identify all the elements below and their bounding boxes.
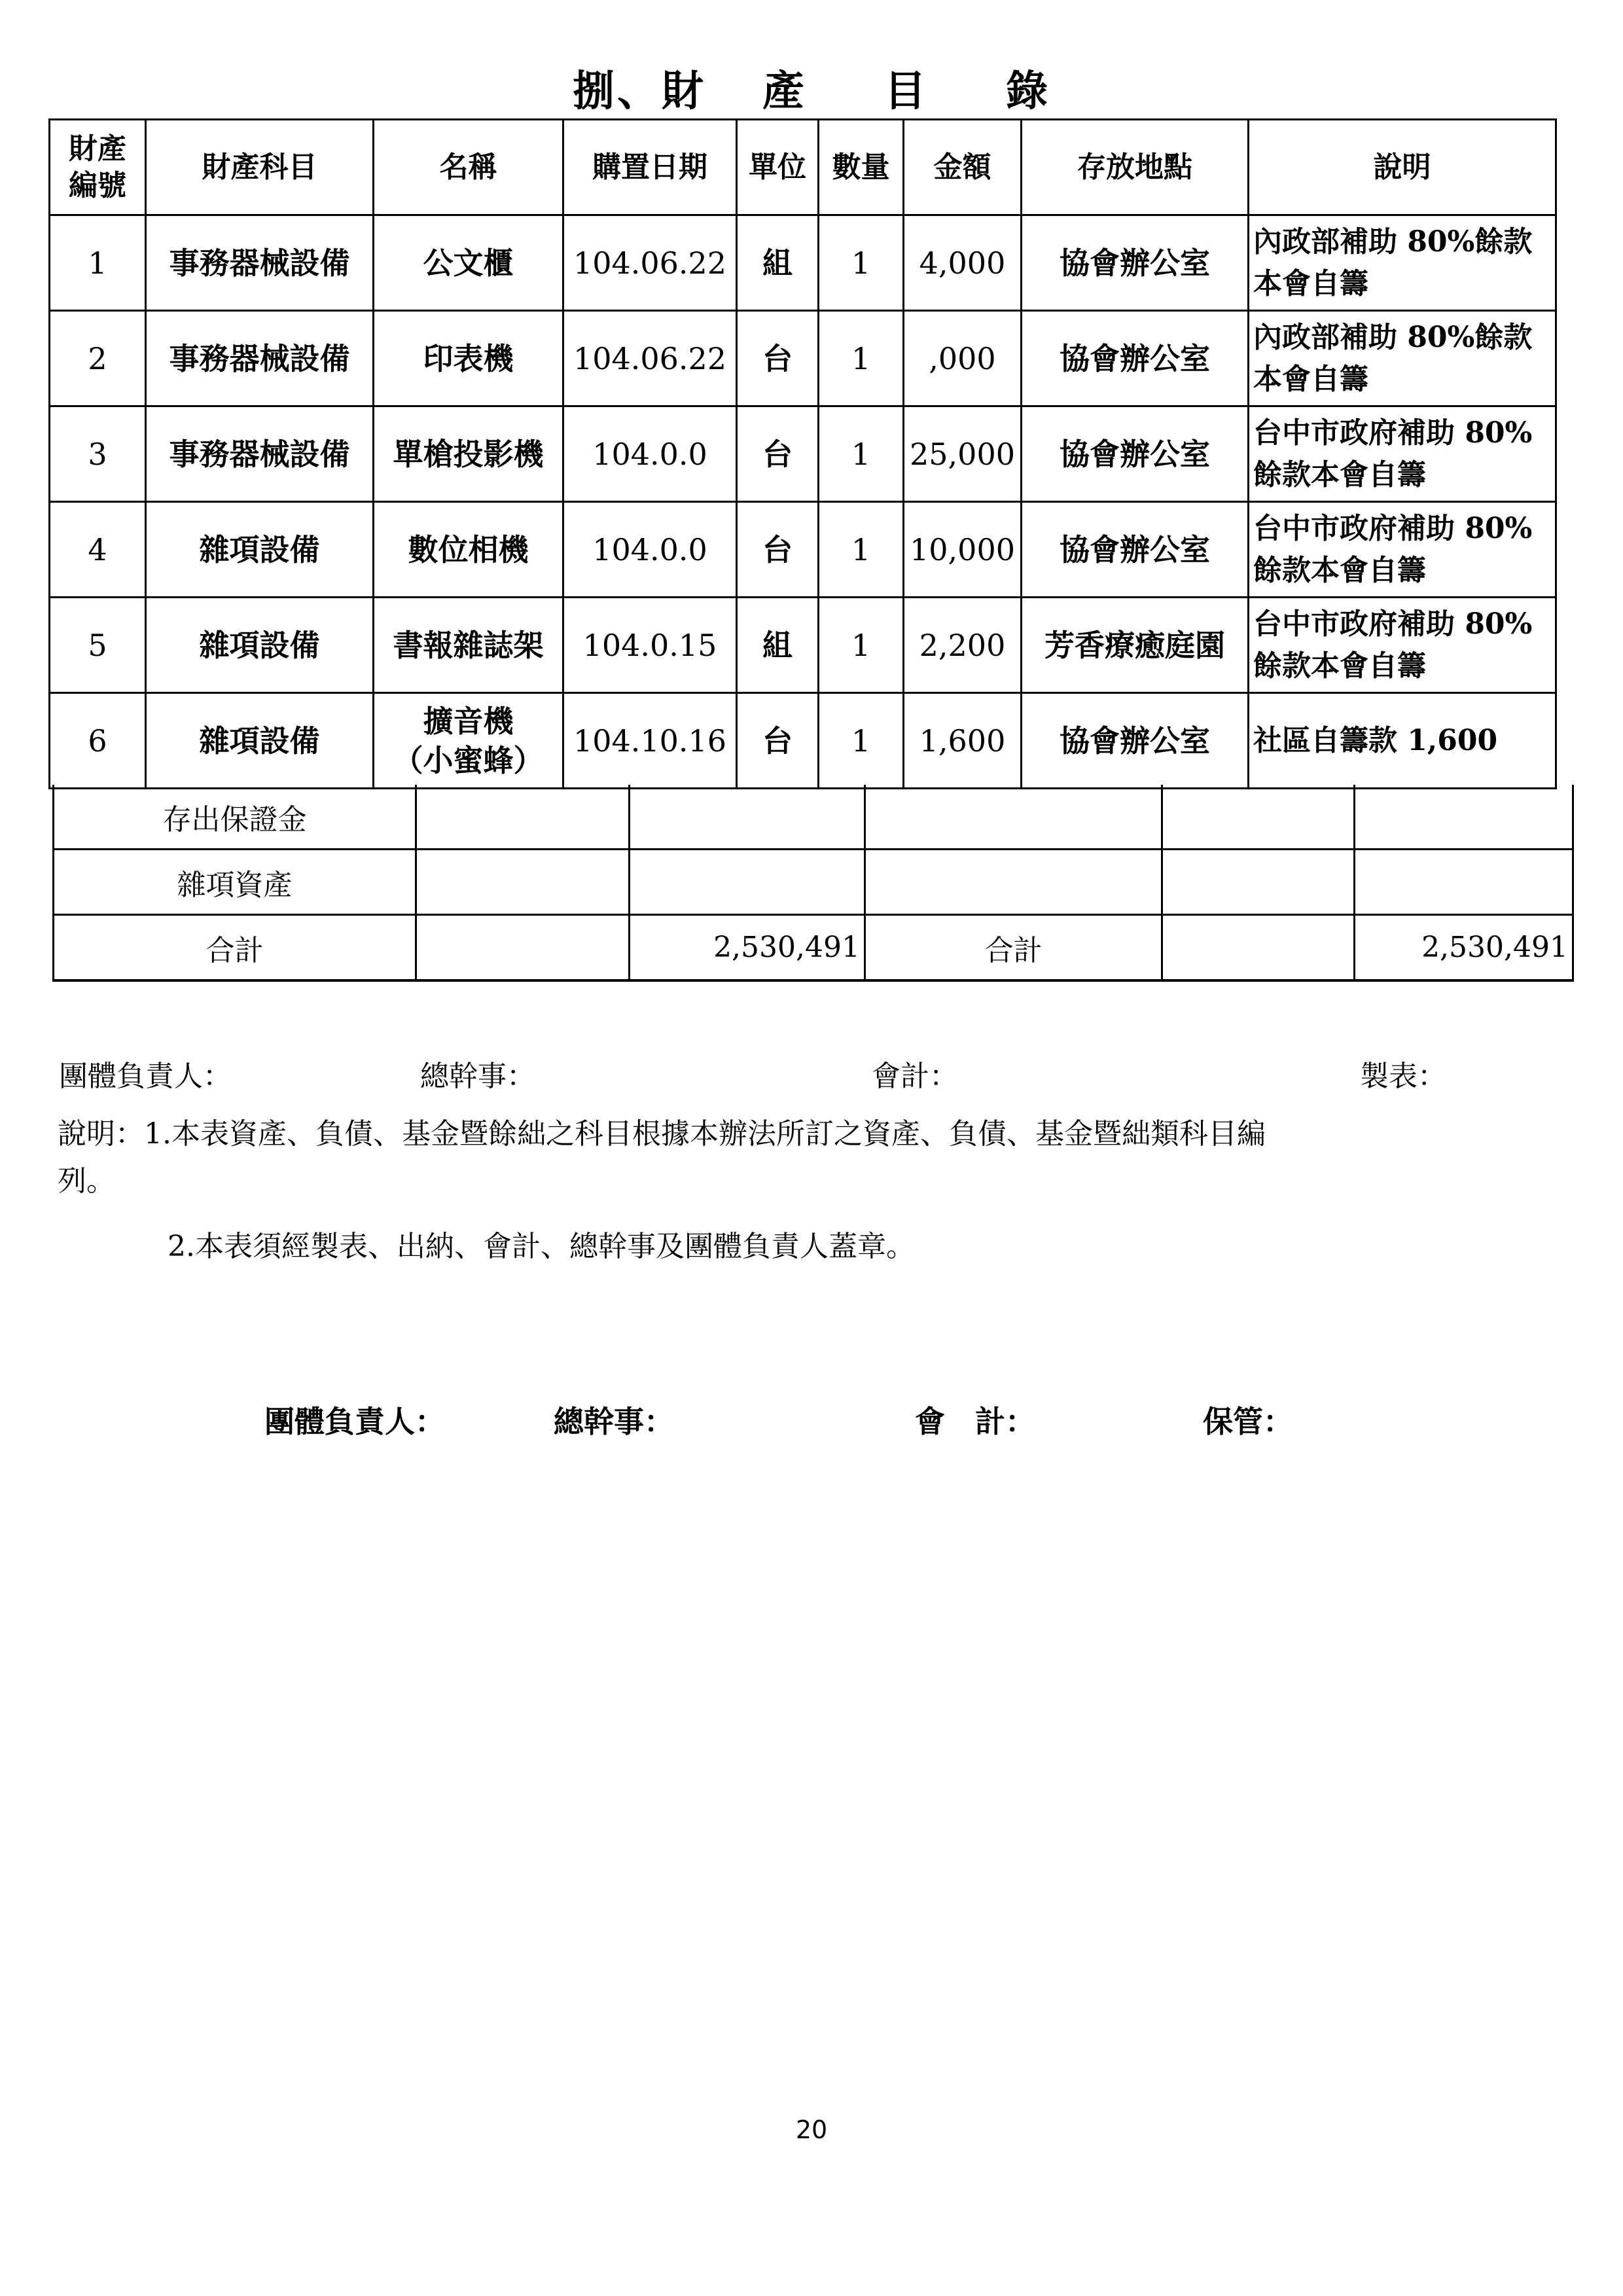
cell-name: 擴音機 （小蜜蜂） bbox=[374, 693, 563, 789]
cell-no: 2 bbox=[50, 311, 146, 406]
cell-subject: 雜項設備 bbox=[146, 598, 374, 693]
sig-top-accountant: 會計： bbox=[872, 1060, 958, 1093]
note-line-2: 2.本表須經製表、出納、會計、總幹事及團體負責人蓋章。 bbox=[168, 1230, 915, 1263]
total-right-label: 合計 bbox=[865, 915, 1162, 981]
cell-amount: 4,000 bbox=[904, 215, 1022, 311]
cell-name: 書報雜誌架 bbox=[374, 598, 563, 693]
header-qty: 數量 bbox=[819, 120, 904, 215]
cell-location: 協會辦公室 bbox=[1022, 406, 1249, 502]
table-row bbox=[50, 311, 1556, 406]
cell-name: 數位相機 bbox=[374, 502, 563, 598]
cell-name: 印表機 bbox=[374, 311, 563, 406]
header-unit: 單位 bbox=[737, 120, 819, 215]
cell-unit: 組 bbox=[737, 215, 819, 311]
cell-date: 104.0.0 bbox=[563, 406, 737, 502]
cell-unit: 台 bbox=[737, 502, 819, 598]
cell-date: 104.06.22 bbox=[563, 215, 737, 311]
cell-qty: 1 bbox=[819, 406, 904, 502]
cell-subject: 事務器械設備 bbox=[146, 311, 374, 406]
total-left-label: 合計 bbox=[54, 915, 416, 981]
cell-location: 協會辦公室 bbox=[1022, 693, 1249, 789]
cell-qty: 1 bbox=[819, 502, 904, 598]
note-line-1b: 列。 bbox=[58, 1164, 115, 1198]
header-amount: 金額 bbox=[904, 120, 1022, 215]
cell-qty: 1 bbox=[819, 598, 904, 693]
header-desc: 說明 bbox=[1249, 120, 1556, 215]
cell-unit: 台 bbox=[737, 311, 819, 406]
table-row bbox=[50, 406, 1556, 502]
sig-bottom-custodian: 保管： bbox=[1203, 1404, 1293, 1439]
cell-unit: 台 bbox=[737, 406, 819, 502]
cell-subject: 事務器械設備 bbox=[146, 406, 374, 502]
cell-date: 104.0.15 bbox=[563, 598, 737, 693]
cell-location: 協會辦公室 bbox=[1022, 215, 1249, 311]
cell-location: 協會辦公室 bbox=[1022, 311, 1249, 406]
page-title bbox=[0, 58, 1623, 118]
title-part-1: 捌、財 bbox=[573, 67, 706, 116]
balance-total-row bbox=[54, 915, 1573, 981]
cell-desc: 內政部補助 80%餘款本會自籌 bbox=[1249, 215, 1556, 311]
balance-row bbox=[54, 785, 1573, 850]
cell-no: 5 bbox=[50, 598, 146, 693]
header-location: 存放地點 bbox=[1022, 120, 1249, 215]
page-number: 20 bbox=[795, 2115, 828, 2144]
sig-bottom-secretary: 總幹事： bbox=[554, 1404, 674, 1439]
cell-desc: 內政部補助 80%餘款本會自籌 bbox=[1249, 311, 1556, 406]
cell-qty: 1 bbox=[819, 215, 904, 311]
sig-bottom-leader: 團體負責人： bbox=[264, 1404, 445, 1439]
cell-name: 單槍投影機 bbox=[374, 406, 563, 502]
table-row bbox=[50, 215, 1556, 311]
cell-amount: 10,000 bbox=[904, 502, 1022, 598]
cell-desc: 社區自籌款 1,600 bbox=[1249, 693, 1556, 789]
cell-unit: 組 bbox=[737, 598, 819, 693]
cell-qty: 1 bbox=[819, 693, 904, 789]
cell-subject: 雜項設備 bbox=[146, 502, 374, 598]
cell-location: 協會辦公室 bbox=[1022, 502, 1249, 598]
asset-table bbox=[48, 118, 1557, 789]
total-left-value: 2,530,491 bbox=[630, 915, 865, 981]
note-line-1: 說明：1.本表資產、負債、基金暨餘絀之科目根據本辦法所訂之資產、負債、基金暨絀類科目編 bbox=[58, 1117, 1266, 1151]
sig-top-preparer: 製表： bbox=[1360, 1060, 1446, 1093]
title-part-2: 產 bbox=[762, 67, 807, 116]
sig-top-secretary: 總幹事： bbox=[420, 1060, 535, 1093]
cell-amount: 25,000 bbox=[904, 406, 1022, 502]
balance-label-deposit: 存出保證金 bbox=[54, 785, 416, 850]
cell-date: 104.0.0 bbox=[563, 502, 737, 598]
cell-desc: 台中市政府補助 80%餘款本會自籌 bbox=[1249, 406, 1556, 502]
sig-top-leader: 團體負責人： bbox=[59, 1060, 232, 1093]
cell-no: 3 bbox=[50, 406, 146, 502]
cell-amount: 1,600 bbox=[904, 693, 1022, 789]
header-date: 購置日期 bbox=[563, 120, 737, 215]
total-right-value: 2,530,491 bbox=[1355, 915, 1573, 981]
cell-location: 芳香療癒庭園 bbox=[1022, 598, 1249, 693]
cell-date: 104.10.16 bbox=[563, 693, 737, 789]
cell-amount: ,000 bbox=[904, 311, 1022, 406]
cell-desc: 台中市政府補助 80% 餘款本會自籌 bbox=[1249, 502, 1556, 598]
cell-subject: 雜項設備 bbox=[146, 693, 374, 789]
cell-unit: 台 bbox=[737, 693, 819, 789]
header-no: 財產 編號 bbox=[50, 120, 146, 215]
table-header-row bbox=[50, 120, 1556, 215]
header-name: 名稱 bbox=[374, 120, 563, 215]
cell-qty: 1 bbox=[819, 311, 904, 406]
balance-row bbox=[54, 850, 1573, 915]
table-row bbox=[50, 598, 1556, 693]
balance-table bbox=[52, 785, 1574, 982]
header-subject: 財產科目 bbox=[146, 120, 374, 215]
cell-subject: 事務器械設備 bbox=[146, 215, 374, 311]
table-row bbox=[50, 502, 1556, 598]
table-row bbox=[50, 693, 1556, 789]
cell-no: 4 bbox=[50, 502, 146, 598]
cell-amount: 2,200 bbox=[904, 598, 1022, 693]
sig-bottom-accountant: 會 計： bbox=[915, 1404, 1035, 1439]
cell-no: 6 bbox=[50, 693, 146, 789]
title-part-3: 目 bbox=[884, 67, 929, 116]
balance-label-misc-assets: 雜項資產 bbox=[54, 850, 416, 915]
cell-desc: 台中市政府補助 80%餘款本會自籌 bbox=[1249, 598, 1556, 693]
cell-name: 公文櫃 bbox=[374, 215, 563, 311]
cell-no: 1 bbox=[50, 215, 146, 311]
cell-date: 104.06.22 bbox=[563, 311, 737, 406]
title-part-4: 錄 bbox=[1006, 67, 1050, 116]
